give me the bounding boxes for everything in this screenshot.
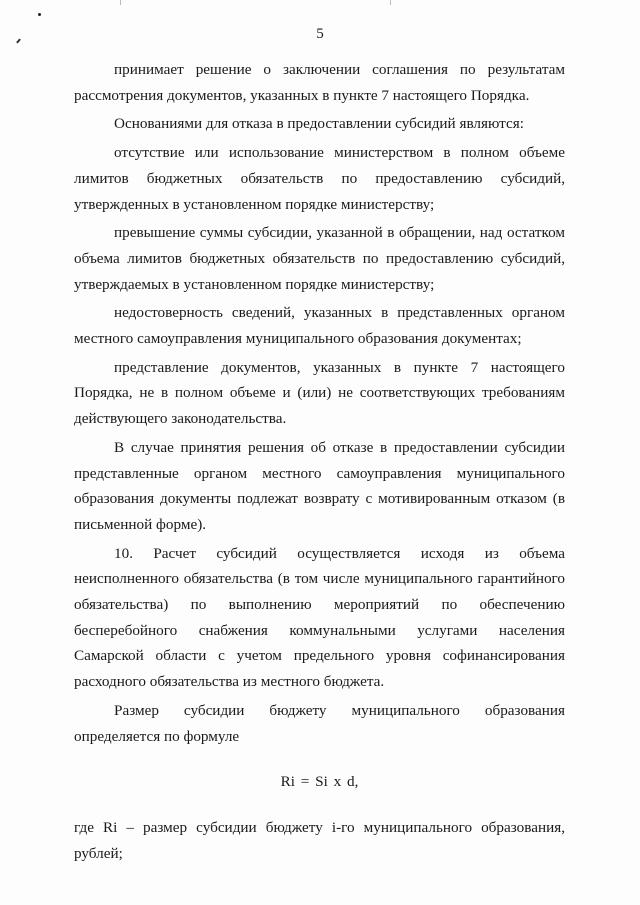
paragraph: представление документов, указанных в пункте 7 настоящего Порядка, не в полном объеме и (или) не соответствующих требованиям действующего законодательства. xyxy=(74,358,565,428)
scan-dot-mark xyxy=(38,13,41,16)
formula: Ri = Si x d, xyxy=(280,773,359,791)
scan-edge-mark xyxy=(120,0,121,5)
paragraph: принимает решение о заключении соглашения по результатам рассмотрения документов, указанных в пункте 7 настоящего Порядка. xyxy=(74,61,565,104)
document-body xyxy=(74,57,565,869)
paragraph: Размер субсидии бюджету муниципального образования определяется по формуле xyxy=(74,701,565,745)
paragraph: недостоверность сведений, указанных в представленных органом местного самоуправления муниципального образования документах; xyxy=(74,304,565,348)
definition-paragraph: где Ri – размер субсидии бюджету i-го муниципального образования, рублей; xyxy=(74,818,565,862)
paragraph: превышение суммы субсидии, указанной в обращении, над остатком объема лимитов бюджетных обязательств по предоставлению субсидий, утверждаемых в установленном порядке министерству; xyxy=(74,224,565,293)
page-number: 5 xyxy=(316,26,324,42)
paragraph: Основаниями для отказа в предоставлении субсидий являются: xyxy=(114,115,524,133)
paragraph: отсутствие или использование министерством в полном объеме лимитов бюджетных обязательств по предоставлению субсидий, утвержденных в установленном порядке министерству; xyxy=(74,144,565,213)
scan-edge-mark xyxy=(390,0,391,5)
paragraph: В случае принятия решения об отказе в предоставлении субсидии представленные органом местного самоуправления муниципального образования документы подлежат возврату с мотивированным отказом (в письменной форме). xyxy=(74,438,565,533)
paragraph: 10. Расчет субсидий осуществляется исходя из объема неисполненного обязательства (в том числе муниципального гарантийного обязательства) по выполнению мероприятий по обеспечению бесперебойного снабжения коммунальными услугами населения Самарской области с учетом предельного уровня софинансирования расходного обязательства из местного бюджета. xyxy=(74,544,565,691)
